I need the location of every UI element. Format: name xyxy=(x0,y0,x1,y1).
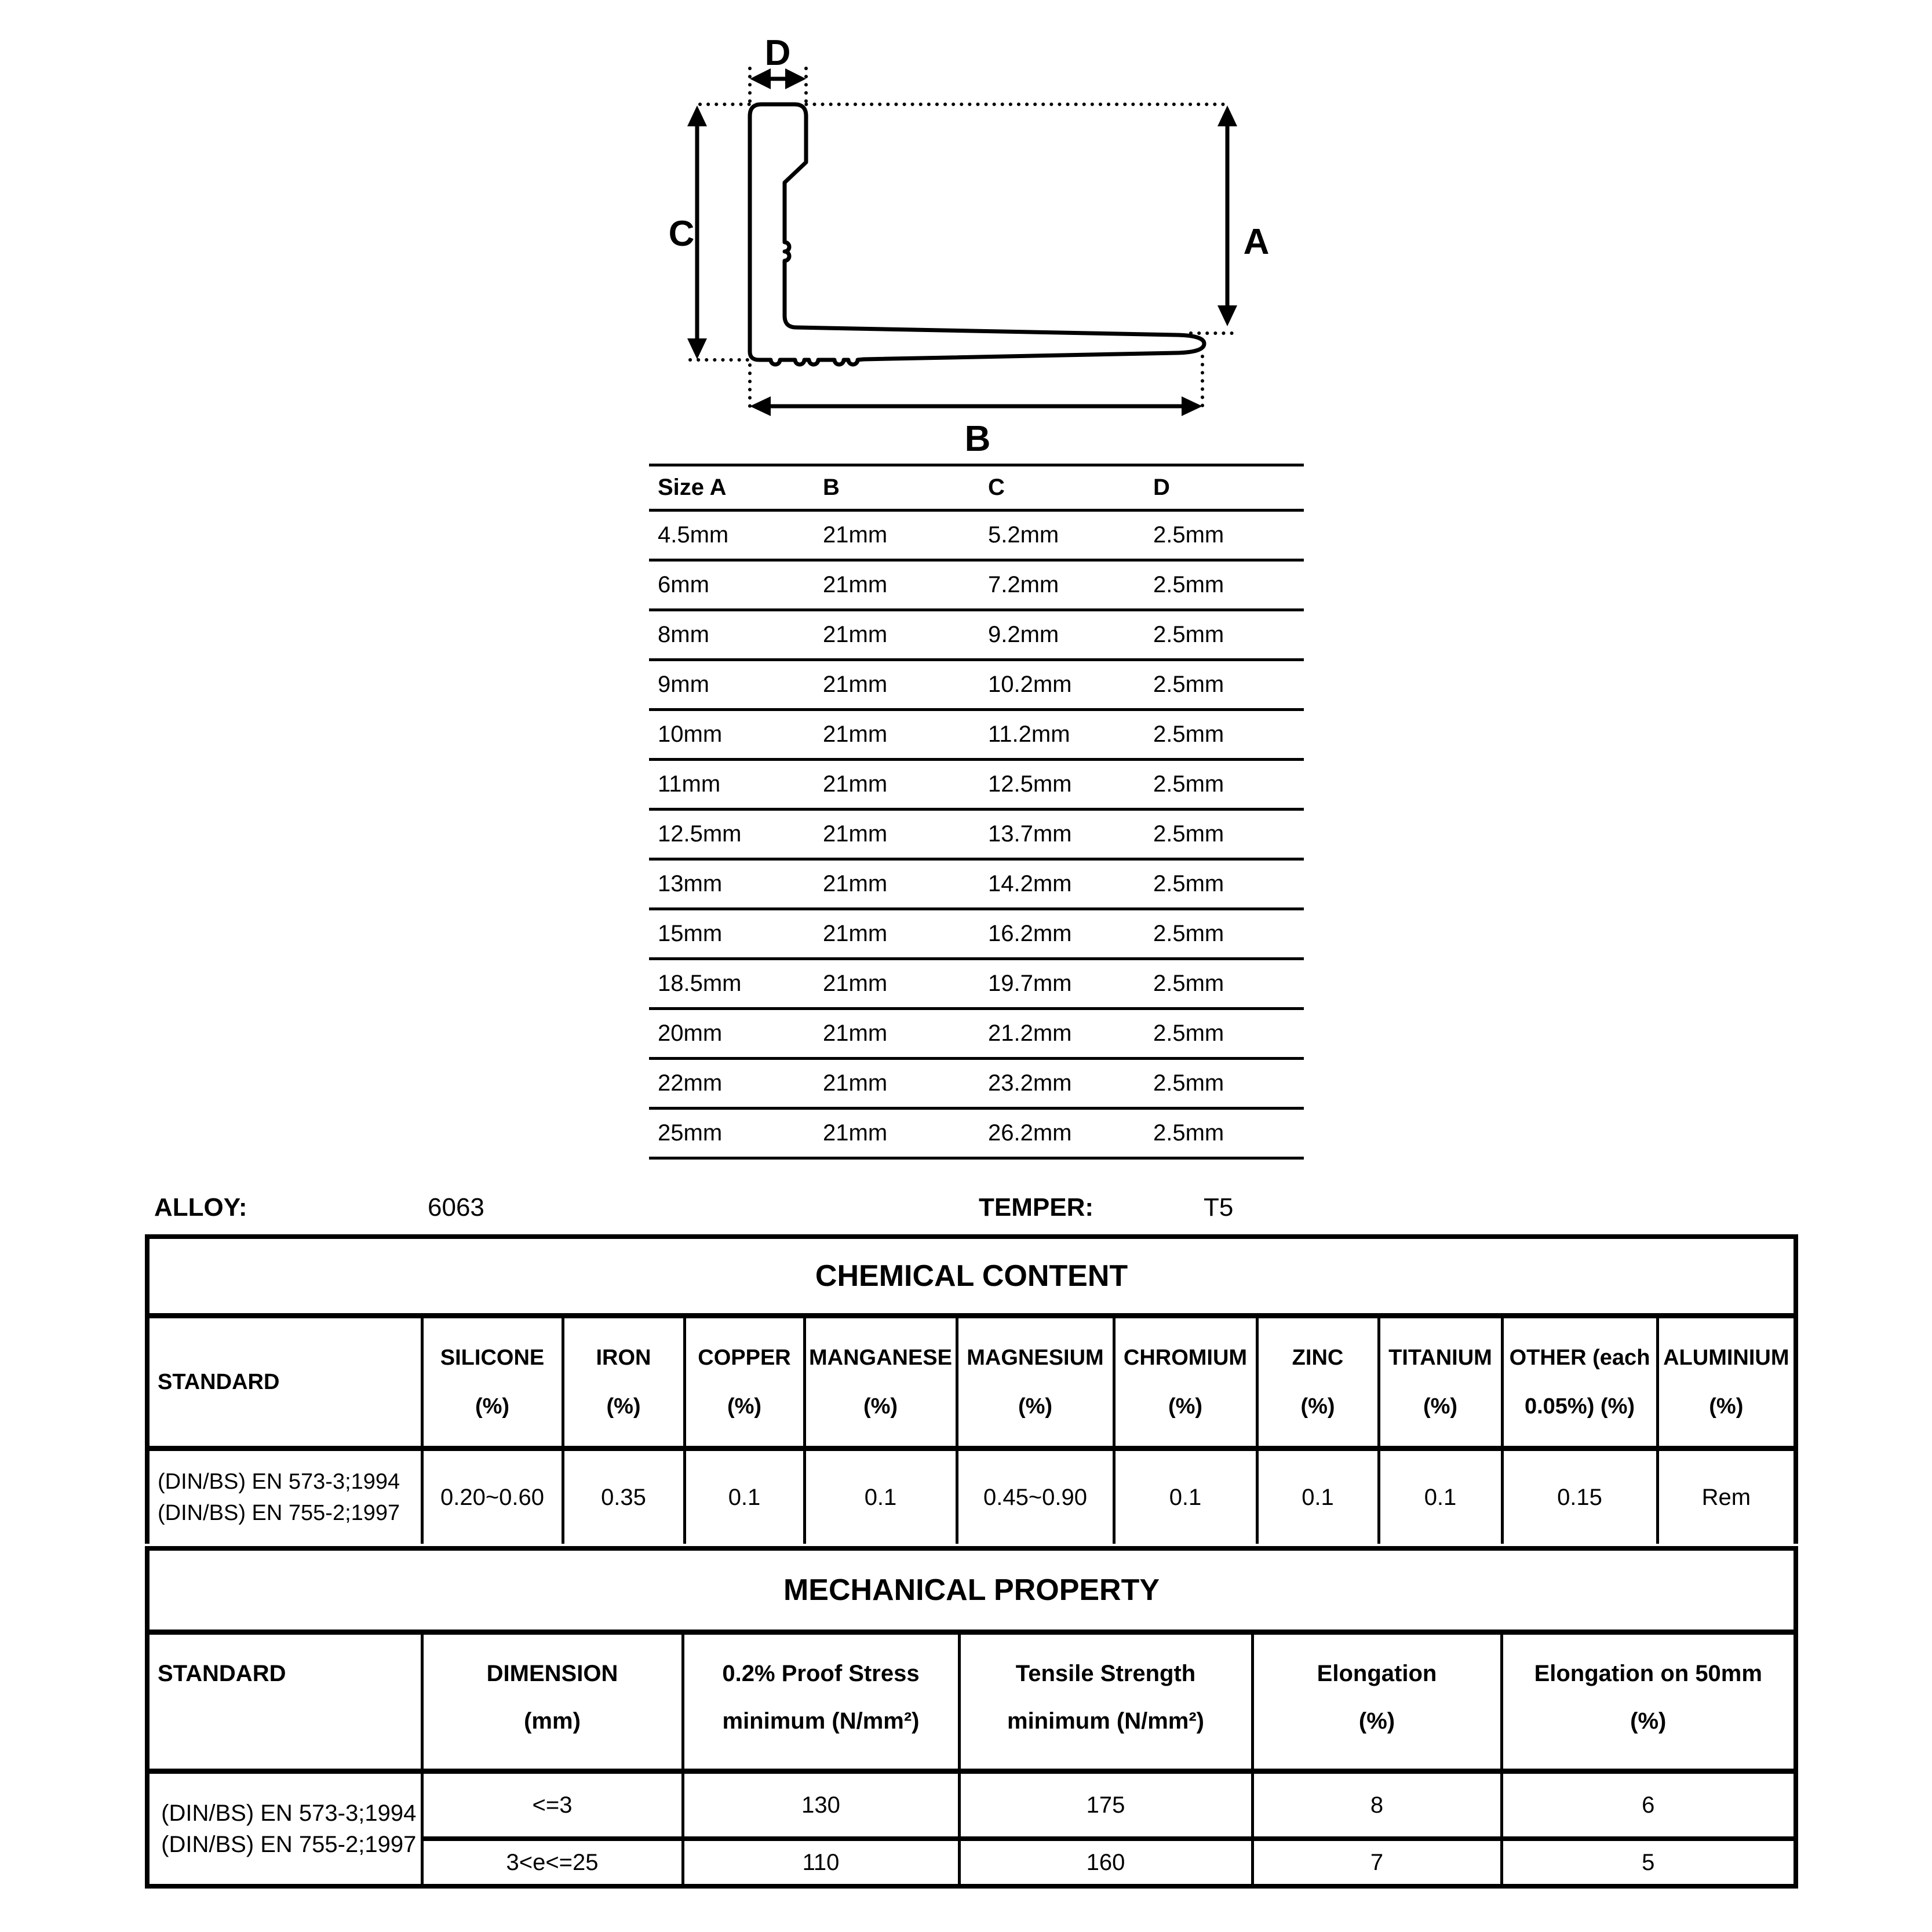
size-cell: 22mm xyxy=(658,1070,723,1096)
chem-header-zinc xyxy=(1257,1316,1379,1449)
size-cell: 16.2mm xyxy=(988,921,1072,946)
mech-header-proof-stress xyxy=(683,1632,959,1771)
size-cell: 7.2mm xyxy=(988,572,1059,597)
chem-value-manganese: 0.1 xyxy=(804,1449,957,1544)
size-cell: 13.7mm xyxy=(988,821,1072,847)
size-row xyxy=(649,810,1304,859)
size-cell: 21mm xyxy=(823,1120,888,1146)
size-cell: 2.5mm xyxy=(1153,921,1224,946)
size-cell: 21mm xyxy=(823,622,888,647)
mech-header-elongation-50mm xyxy=(1501,1632,1796,1771)
size-cell: 14.2mm xyxy=(988,871,1072,896)
chemical-content-table xyxy=(145,1234,1798,1544)
chem-header-unit: (%) xyxy=(1300,1394,1335,1419)
size-cell: 11mm xyxy=(658,771,721,797)
dim-label-a: A xyxy=(1243,222,1270,262)
mechanical-data-row xyxy=(147,1771,1796,1839)
mech-header-text: DIMENSION xyxy=(486,1661,618,1686)
chem-header-text: OTHER (each xyxy=(1509,1346,1650,1370)
size-cell: 8mm xyxy=(658,622,709,647)
b-arrowhead-right xyxy=(1182,396,1202,416)
size-cell: 21mm xyxy=(823,1020,888,1046)
chem-header-text: COPPER xyxy=(698,1346,791,1370)
size-cell: 11.2mm xyxy=(988,721,1070,747)
size-cell: 2.5mm xyxy=(1153,871,1224,896)
mech-value-tensile: 160 xyxy=(959,1839,1252,1886)
chem-standard-line: (DIN/BS) EN 573-3;1994 xyxy=(158,1470,400,1494)
profile-diagram-svg xyxy=(666,17,1275,452)
chem-header-copper xyxy=(684,1316,804,1449)
chem-value-chromium: 0.1 xyxy=(1114,1449,1257,1544)
size-cell: 10.2mm xyxy=(988,672,1072,697)
size-row xyxy=(649,660,1304,710)
size-cell: 5.2mm xyxy=(988,522,1059,548)
size-cell: 2.5mm xyxy=(1153,522,1224,548)
chem-header-unit: (%) xyxy=(1709,1394,1744,1419)
chemical-header-row xyxy=(147,1316,1796,1449)
mech-value-elongation: 7 xyxy=(1252,1839,1501,1886)
chem-value-copper: 0.1 xyxy=(684,1449,804,1544)
mechanical-property-table xyxy=(145,1546,1798,1889)
alloy-label: ALLOY: xyxy=(154,1193,247,1222)
size-cell: 20mm xyxy=(658,1020,723,1046)
temper-value: T5 xyxy=(1204,1193,1234,1222)
chem-header-unit: (%) xyxy=(1423,1394,1458,1419)
mechanical-header-row xyxy=(147,1632,1796,1771)
chemical-title-row xyxy=(147,1237,1796,1316)
chemical-data-row xyxy=(147,1449,1796,1544)
chem-header-unit: (%) xyxy=(727,1394,762,1419)
size-cell: 2.5mm xyxy=(1153,971,1224,996)
a-arrowhead-bottom xyxy=(1217,305,1237,326)
chem-value-silicone: 0.20~0.60 xyxy=(422,1449,563,1544)
size-cell: 2.5mm xyxy=(1153,721,1224,747)
chem-header-chromium xyxy=(1114,1316,1257,1449)
chem-header-text: ALUMINIUM xyxy=(1663,1346,1789,1370)
size-cell: 18.5mm xyxy=(658,971,742,996)
size-row xyxy=(649,560,1304,610)
chem-header-aluminium xyxy=(1657,1316,1796,1449)
mech-header-dimension xyxy=(422,1632,683,1771)
mech-header-unit: (%) xyxy=(1630,1708,1667,1734)
chem-value-magnesium: 0.45~0.90 xyxy=(957,1449,1114,1544)
chem-header-manganese xyxy=(804,1316,957,1449)
chem-header-magnesium xyxy=(957,1316,1114,1449)
size-row xyxy=(649,760,1304,810)
size-cell: 2.5mm xyxy=(1153,572,1224,597)
size-cell: 21mm xyxy=(823,522,888,548)
mech-header-unit: (%) xyxy=(1358,1708,1395,1734)
size-cell: 2.5mm xyxy=(1153,622,1224,647)
mech-header-text: Elongation on 50mm xyxy=(1534,1661,1762,1686)
chem-header-unit: (%) xyxy=(1018,1394,1053,1419)
size-cell: 4.5mm xyxy=(658,522,729,548)
size-cell: 10mm xyxy=(658,721,723,747)
size-cell: 2.5mm xyxy=(1153,821,1224,847)
size-row xyxy=(649,959,1304,1009)
chem-header-text: ZINC xyxy=(1292,1346,1344,1370)
a-arrowhead-top xyxy=(1217,105,1237,126)
size-row xyxy=(649,1109,1304,1158)
dim-label-c: C xyxy=(668,214,695,254)
chem-value-aluminium: Rem xyxy=(1657,1449,1796,1544)
size-cell: 21mm xyxy=(823,1070,888,1096)
size-row xyxy=(649,1009,1304,1059)
size-header-c: C xyxy=(988,475,1005,500)
profile-outline xyxy=(750,104,1204,364)
c-arrowhead-top xyxy=(687,105,707,126)
mech-header-unit: (mm) xyxy=(524,1708,581,1734)
mech-header-text: Elongation xyxy=(1317,1661,1437,1686)
chem-header-unit: (%) xyxy=(475,1394,510,1419)
chem-header-text: CHROMIUM xyxy=(1123,1346,1248,1370)
mech-standard-cell xyxy=(147,1771,422,1887)
size-row xyxy=(649,511,1304,560)
dim-label-b: B xyxy=(964,419,991,452)
size-cell: 26.2mm xyxy=(988,1120,1072,1146)
chem-header-silicone xyxy=(422,1316,563,1449)
chem-standard-cell xyxy=(147,1449,422,1544)
alloy-temper-line xyxy=(139,1183,1820,1232)
chem-header-text: MANGANESE xyxy=(808,1346,953,1370)
chem-value-iron: 0.35 xyxy=(563,1449,684,1544)
mech-value-dimension: <=3 xyxy=(422,1771,683,1839)
chem-header-titanium xyxy=(1379,1316,1502,1449)
chem-header-iron xyxy=(563,1316,684,1449)
size-cell: 15mm xyxy=(658,921,723,946)
size-cell: 9.2mm xyxy=(988,622,1059,647)
size-cell: 2.5mm xyxy=(1153,1120,1224,1146)
temper-label: TEMPER: xyxy=(979,1193,1093,1222)
chem-value-titanium: 0.1 xyxy=(1379,1449,1502,1544)
mech-header-unit: minimum (N/mm²) xyxy=(722,1708,920,1734)
chem-header-standard xyxy=(147,1316,422,1449)
mech-value-elongation: 8 xyxy=(1252,1771,1501,1839)
chem-header-unit: (%) xyxy=(863,1394,898,1419)
mech-value-dimension: 3<e<=25 xyxy=(422,1839,683,1886)
chem-value-other: 0.15 xyxy=(1502,1449,1657,1544)
mech-header-tensile-strength xyxy=(959,1632,1252,1771)
size-row xyxy=(649,1059,1304,1109)
chem-header-unit: (%) xyxy=(1168,1394,1203,1419)
size-cell: 12.5mm xyxy=(988,771,1072,797)
size-row xyxy=(649,610,1304,660)
chem-standard-line: (DIN/BS) EN 755-2;1997 xyxy=(158,1501,400,1525)
size-cell: 21mm xyxy=(823,871,888,896)
size-row xyxy=(649,859,1304,909)
size-cell: 6mm xyxy=(658,572,709,597)
chem-header-text: SILICONE xyxy=(440,1346,545,1370)
mech-header-text: 0.2% Proof Stress xyxy=(722,1661,920,1686)
size-cell: 2.5mm xyxy=(1153,1070,1224,1096)
size-cell: 21mm xyxy=(823,672,888,697)
mech-header-standard xyxy=(147,1632,422,1771)
chem-header-text: MAGNESIUM xyxy=(967,1346,1104,1370)
size-cell: 2.5mm xyxy=(1153,672,1224,697)
size-cell: 21mm xyxy=(823,721,888,747)
chemical-content-title: CHEMICAL CONTENT xyxy=(147,1237,1796,1316)
size-cell: 25mm xyxy=(658,1120,723,1146)
mech-header-unit: minimum (N/mm²) xyxy=(1007,1708,1204,1734)
size-cell: 9mm xyxy=(658,672,709,697)
chem-header-unit: (%) xyxy=(606,1394,641,1419)
size-cell: 19.7mm xyxy=(988,971,1072,996)
size-table xyxy=(649,464,1304,1160)
chem-header-other xyxy=(1502,1316,1657,1449)
chem-header-text: IRON xyxy=(596,1346,651,1370)
size-header-d: D xyxy=(1153,475,1170,500)
chem-value-zinc: 0.1 xyxy=(1257,1449,1379,1544)
c-arrowhead-bottom xyxy=(687,338,707,359)
size-cell: 21mm xyxy=(823,921,888,946)
size-header-b: B xyxy=(823,475,840,500)
size-cell: 2.5mm xyxy=(1153,771,1224,797)
size-cell: 21.2mm xyxy=(988,1020,1072,1046)
mechanical-title-row xyxy=(147,1548,1796,1632)
mech-header-text: Tensile Strength xyxy=(1015,1661,1196,1686)
size-cell: 2.5mm xyxy=(1153,1020,1224,1046)
size-cell: 21mm xyxy=(823,572,888,597)
size-cell: 21mm xyxy=(823,971,888,996)
mech-value-proof-stress: 130 xyxy=(683,1771,959,1839)
size-cell: 21mm xyxy=(823,821,888,847)
mech-standard-line: (DIN/BS) EN 755-2;1997 xyxy=(161,1832,417,1857)
mech-value-elongation-50mm: 5 xyxy=(1501,1839,1796,1886)
size-header-a: Size A xyxy=(658,475,727,500)
size-cell: 23.2mm xyxy=(988,1070,1072,1096)
b-arrowhead-left xyxy=(750,396,771,416)
chem-header-text: STANDARD xyxy=(158,1370,280,1394)
chem-header-unit: 0.05%) (%) xyxy=(1524,1394,1635,1419)
mech-value-elongation-50mm: 6 xyxy=(1501,1771,1796,1839)
mech-value-tensile: 175 xyxy=(959,1771,1252,1839)
size-table-header-row xyxy=(649,465,1304,511)
mech-standard-line: (DIN/BS) EN 573-3;1994 xyxy=(161,1800,417,1826)
dim-label-d: D xyxy=(764,33,791,73)
chem-header-text: TITANIUM xyxy=(1388,1346,1492,1370)
mech-header-elongation xyxy=(1252,1632,1501,1771)
size-cell: 21mm xyxy=(823,771,888,797)
mechanical-property-title: MECHANICAL PROPERTY xyxy=(147,1548,1796,1632)
size-row xyxy=(649,710,1304,760)
mech-value-proof-stress: 110 xyxy=(683,1839,959,1886)
profile-drawing xyxy=(666,17,1275,452)
mech-header-text: STANDARD xyxy=(158,1661,286,1686)
size-row xyxy=(649,909,1304,959)
alloy-value: 6063 xyxy=(428,1193,484,1222)
size-cell: 12.5mm xyxy=(658,821,742,847)
size-cell: 13mm xyxy=(658,871,723,896)
